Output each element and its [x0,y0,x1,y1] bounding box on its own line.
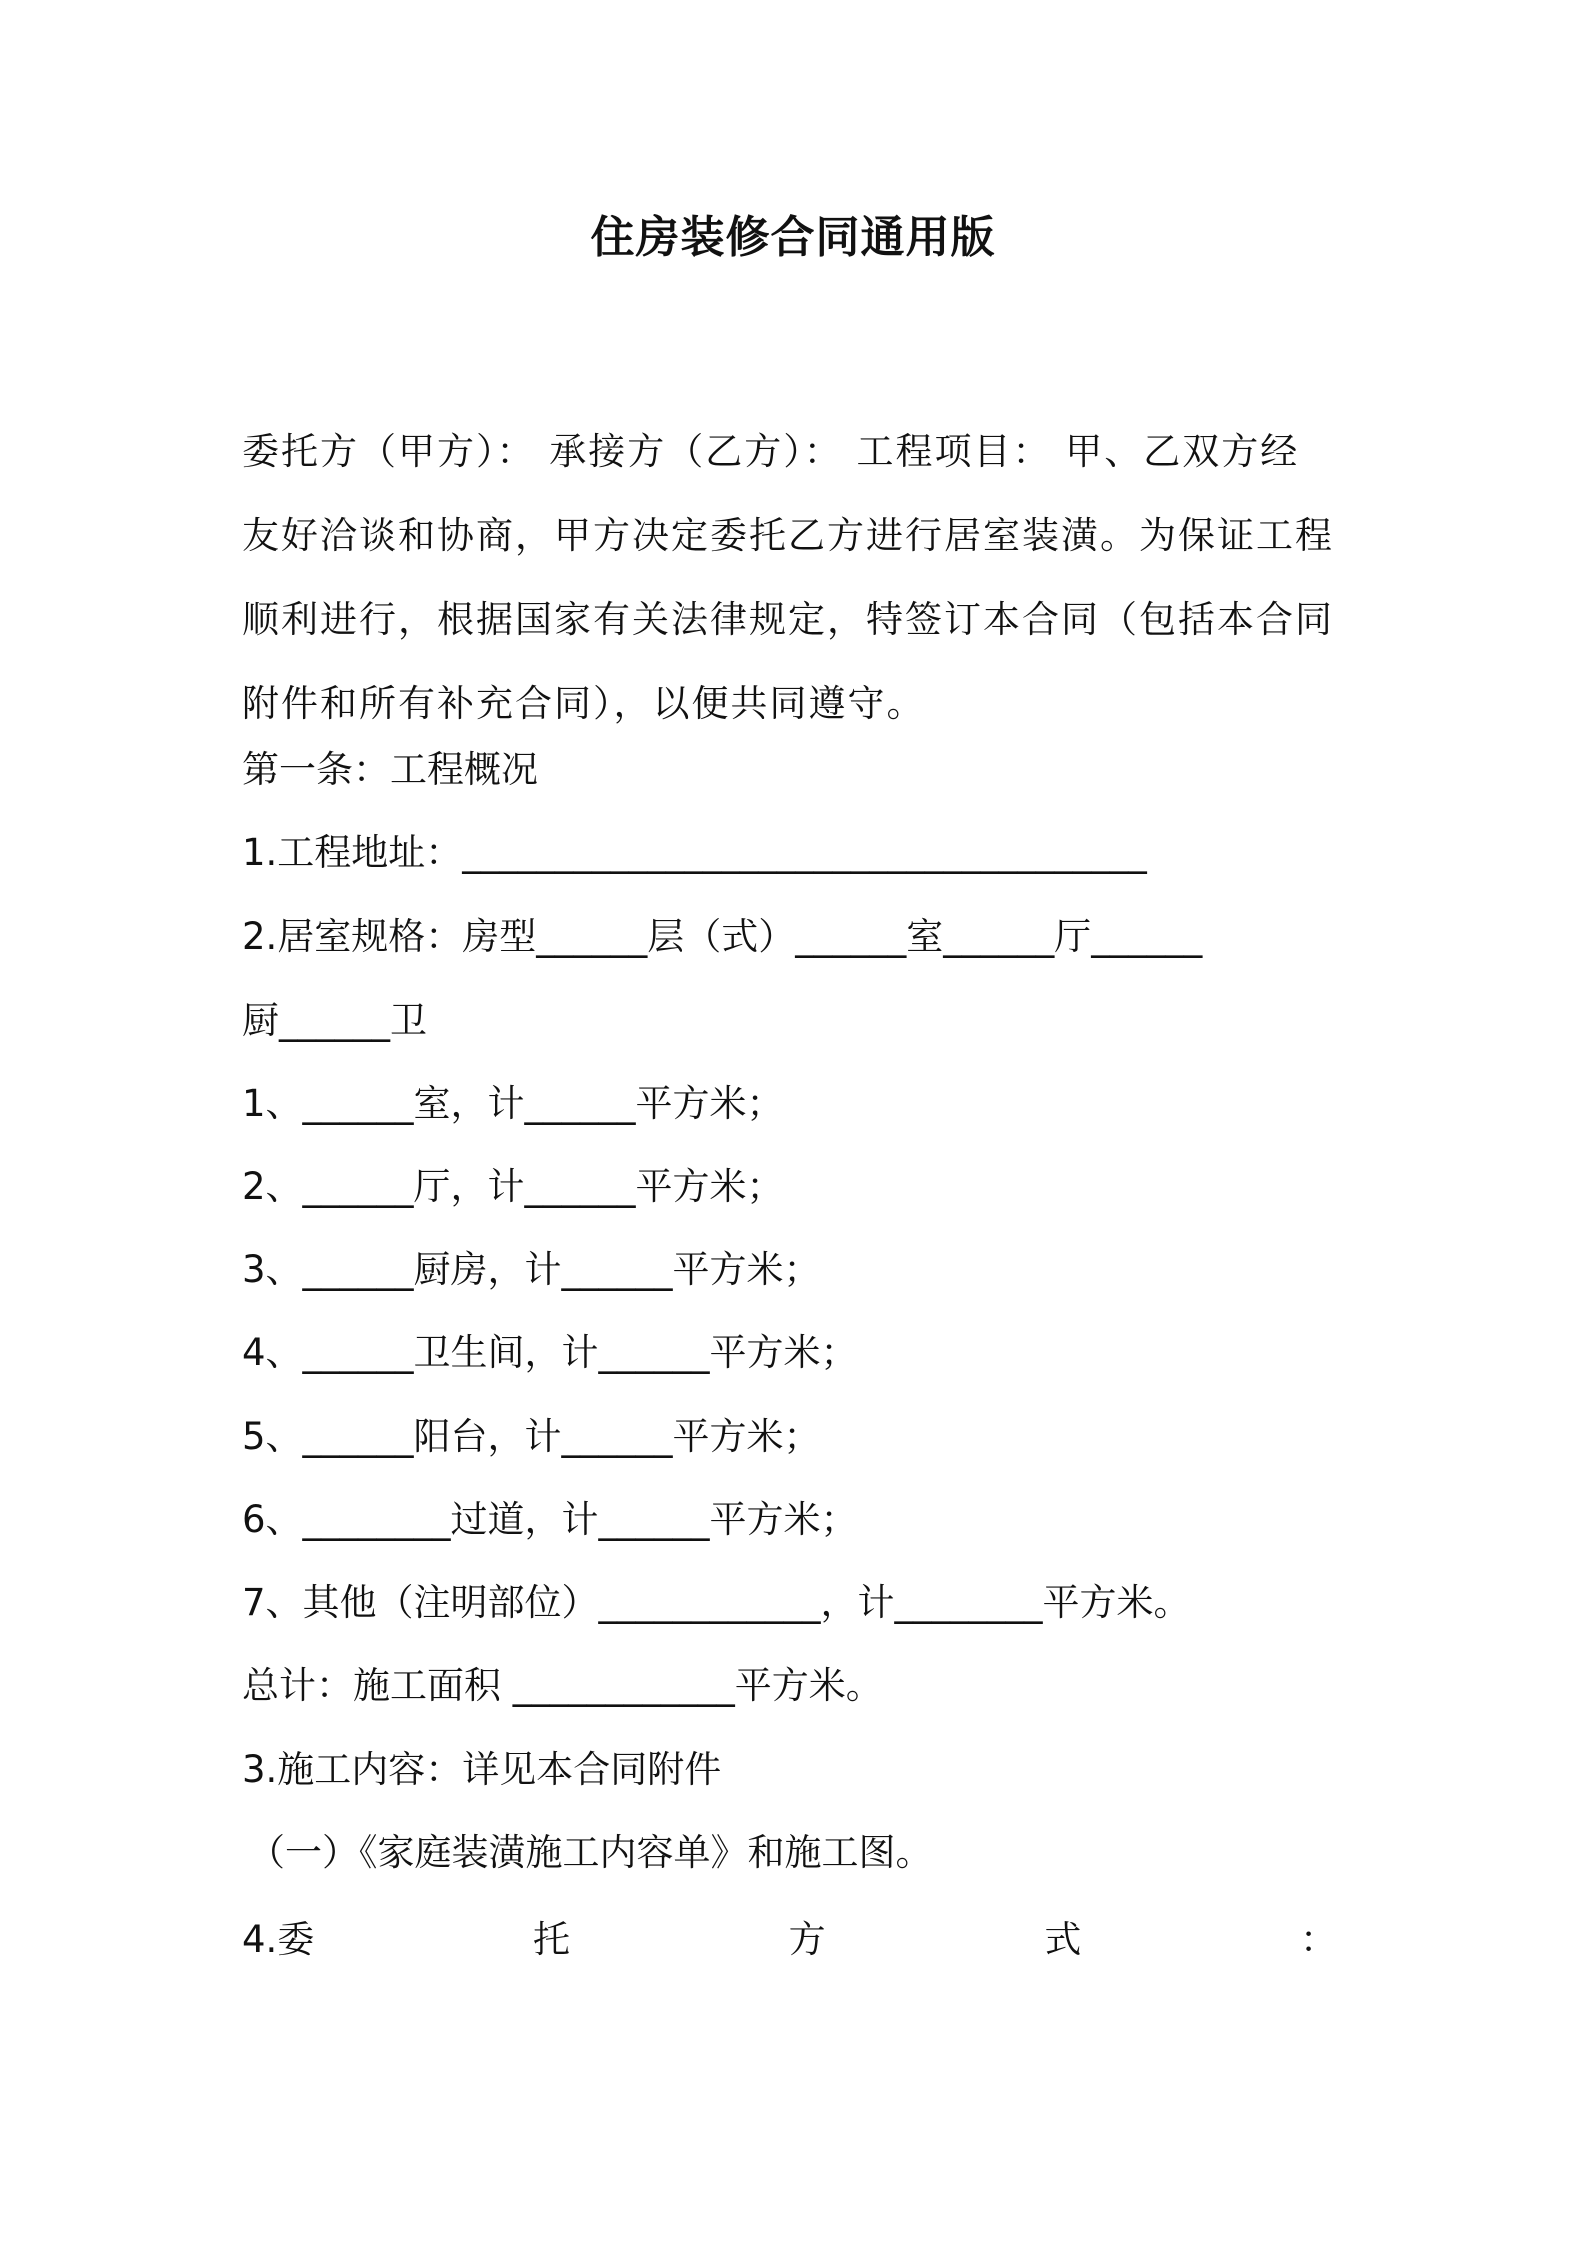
commission-method-char-1: 4.委 [242,1918,315,1961]
total-area-line: 总计：施工面积 ____________平方米。 [242,1664,883,1707]
intro-line-4: 附件和所有补充合同），以便共同遵守。 [242,682,926,725]
document-title: 住房装修合同通用版 [590,212,996,263]
commission-method-char-4: 式 [1044,1918,1082,1961]
intro-line-1: 委托方（甲方）： 承接方（乙方）： 工程项目： 甲、乙双方经 [242,430,1300,473]
commission-method-char-3: 方 [788,1918,826,1961]
construction-content-detail: （一）《家庭装潢施工内容单》和施工图。 [248,1831,933,1874]
commission-method-char-5: ： [1300,1918,1337,1961]
intro-line-3: 顺利进行，根据国家有关法律规定，特签订本合同（包括本合同 [242,598,1334,641]
area-item-3: 3、______厨房，计______平方米； [242,1248,821,1291]
area-item-4: 4、______卫生间，计______平方米； [242,1331,858,1374]
intro-paragraph [242,410,1357,746]
commission-method-char-2: 托 [532,1918,570,1961]
room-spec-line-2: 厨______卫 [242,999,427,1042]
construction-content-line: 3.施工内容：详见本合同附件 [242,1748,722,1791]
room-spec-line-1: 2.居室规格：房型______层（式）______室______厅______ [242,915,1203,958]
commission-method-line [242,1915,1337,1965]
article-1-heading: 第一条：工程概况 [242,748,538,791]
area-item-5: 5、______阳台，计______平方米； [242,1415,821,1458]
area-item-2: 2、______厅，计______平方米； [242,1165,784,1208]
area-item-7: 7、其他（注明部位）____________，计________平方米。 [242,1581,1191,1624]
area-item-1: 1、______室，计______平方米； [242,1082,784,1125]
project-address-line: 1.工程地址：_____________________________________ [242,831,1147,874]
area-item-6: 6、________过道，计______平方米； [242,1498,858,1541]
intro-line-2: 友好洽谈和协商，甲方决定委托乙方进行居室装潢。为保证工程 [242,514,1334,557]
